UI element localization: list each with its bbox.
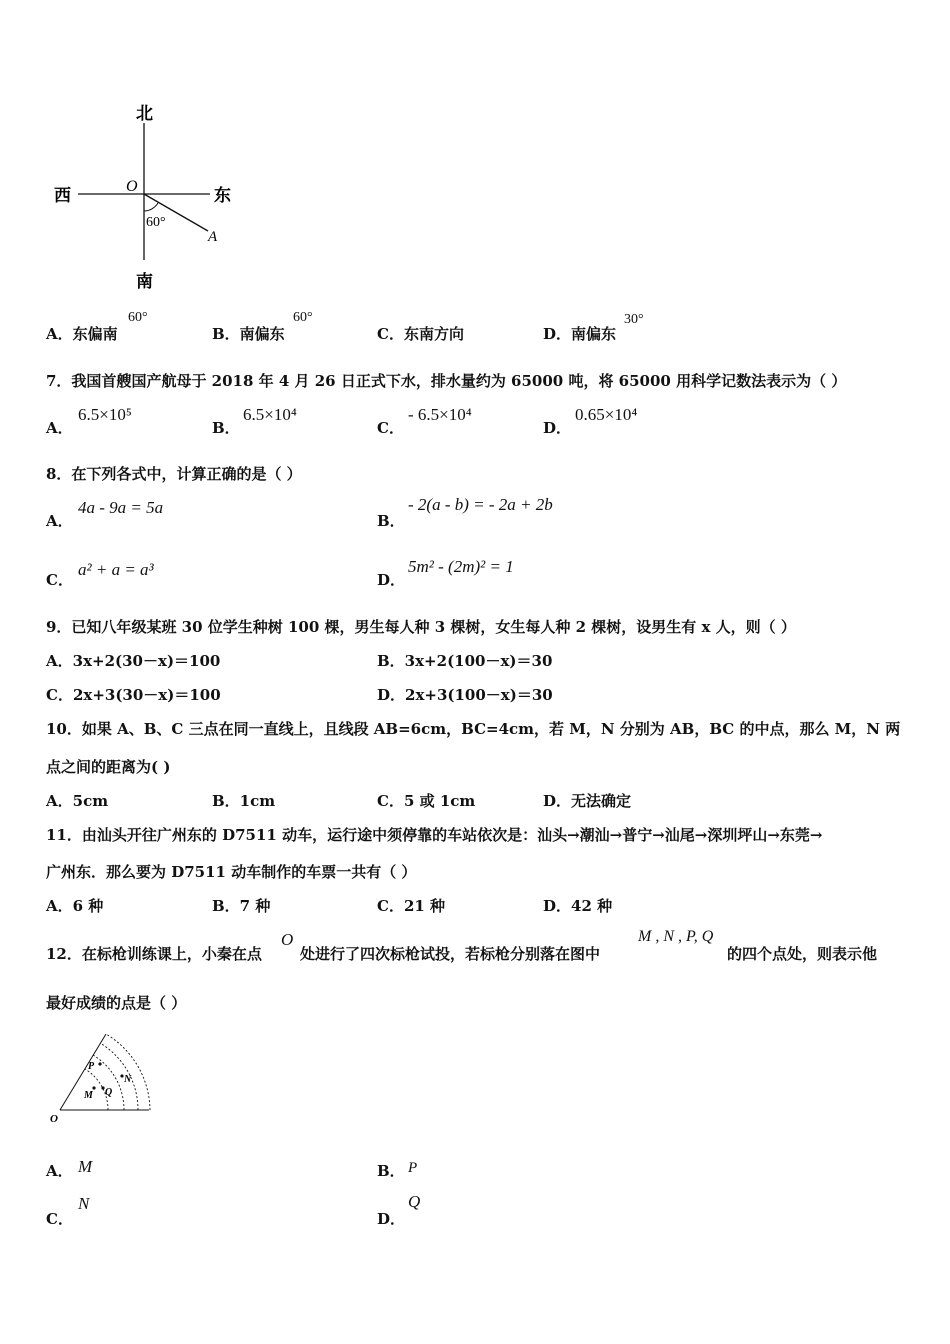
q6-option-b-sup: 60° — [293, 310, 313, 325]
q9-option-d[interactable]: D．2x+3(100－x)＝30 — [377, 686, 553, 704]
q6-option-a-sup: 60° — [128, 310, 148, 325]
q7-option-c-math: - 6.5×10⁴ — [408, 405, 472, 424]
q6-option-a-label: A．东偏南 — [46, 325, 118, 343]
q11-option-b[interactable]: B．7 种 — [212, 897, 271, 915]
q12-option-c-label[interactable]: C． — [46, 1210, 73, 1228]
q7-option-c-label[interactable]: C． — [377, 419, 404, 437]
q8-option-d-label[interactable]: D． — [377, 571, 406, 589]
q7-option-b-math: 6.5×10⁴ — [243, 405, 297, 424]
q6-option-d-sup: 30° — [624, 312, 644, 327]
q8-option-a-label[interactable]: A． — [46, 512, 73, 530]
q6-option-c-label: C．东南方向 — [377, 325, 464, 343]
q11-stem-line2: 广州东．那么要为 D7511 动车制作的车票一共有（ ） — [46, 863, 417, 881]
q10-option-a[interactable]: A．5cm — [46, 792, 109, 810]
q12-option-b-math: P — [408, 1160, 418, 1176]
q8-option-a-math: 4a - 9a = 5a — [78, 498, 164, 517]
q6-option-b-label: B．南偏东 — [212, 325, 285, 343]
q6-option-a[interactable] — [46, 323, 118, 344]
q6-option-d-label: D．南偏东 — [543, 325, 617, 343]
fig-label-p: P — [88, 1061, 95, 1072]
compass-east: 东 — [214, 186, 231, 205]
q12-option-b-label[interactable]: B． — [377, 1162, 405, 1180]
q12-stem-points: M , N , P, Q — [638, 928, 714, 945]
fig-label-n: N — [124, 1074, 132, 1085]
fig-label-m: M — [84, 1090, 93, 1101]
compass-angle: 60° — [146, 215, 166, 230]
q9-stem: 9．已知八年级某班 30 位学生种树 100 棵，男生每人种 3 棵树，女生每人种 2 棵树，设男生有 x 人，则（ ） — [46, 618, 796, 636]
q9-option-a[interactable]: A．3x+2(30－x)＝100 — [46, 652, 221, 670]
q12-stem-o: O — [281, 930, 294, 949]
compass-west: 西 — [54, 186, 71, 205]
q11-stem-line1: 11．由汕头开往广州东的 D7511 动车，运行途中须停靠的车站依次是：汕头→潮汕→普宁→汕尾→深圳坪山→东莞→ — [46, 826, 823, 844]
compass-point-a: A — [208, 229, 218, 245]
q12-option-d-math: Q — [408, 1192, 421, 1211]
q7-option-b-label[interactable]: B． — [212, 419, 240, 437]
q6-option-d[interactable] — [543, 323, 616, 344]
q11-option-c[interactable]: C．21 种 — [377, 897, 446, 915]
q8-stem: 8．在下列各式中，计算正确的是（ ） — [46, 465, 302, 483]
fig-label-q: Q — [105, 1087, 113, 1098]
q10-stem-line1: 10．如果 A、B、C 三点在同一直线上，且线段 AB=6cm，BC=4cm，若 M，N 分别为 AB，BC 的中点，那么 M，N 两 — [46, 720, 901, 738]
q11-option-d[interactable]: D．42 种 — [543, 897, 613, 915]
compass-north: 北 — [136, 104, 153, 123]
q7-option-a-label[interactable]: A． — [46, 419, 73, 437]
q12-option-c-math: N — [78, 1194, 90, 1213]
q7-option-d-label[interactable]: D． — [543, 419, 572, 437]
q12-stem-line2: 最好成绩的点是（ ） — [46, 994, 187, 1012]
compass-origin: O — [126, 178, 138, 195]
q10-option-d[interactable]: D．无法确定 — [543, 792, 632, 810]
q8-option-d-math: 5m² - (2m)² = 1 — [408, 557, 514, 576]
q6-option-c[interactable] — [377, 323, 464, 344]
q10-option-b[interactable]: B．1cm — [212, 792, 276, 810]
q10-stem-line2: 点之间的距离为( ) — [46, 758, 171, 776]
q7-option-a-math: 6.5×10⁵ — [78, 405, 132, 424]
q7-option-d-math: 0.65×10⁴ — [575, 405, 638, 424]
q6-option-b[interactable] — [212, 323, 285, 344]
q9-option-c[interactable]: C．2x+3(30－x)＝100 — [46, 686, 221, 704]
q8-option-c-label[interactable]: C． — [46, 571, 73, 589]
q7-stem: 7．我国首艘国产航母于 2018 年 4 月 26 日正式下水，排水量约为 65000 吨，将 65000 用科学记数法表示为（ ） — [46, 372, 847, 390]
q12-option-a-label[interactable]: A． — [46, 1162, 73, 1180]
q10-option-c[interactable]: C．5 或 1cm — [377, 792, 476, 810]
fig-label-o: O — [50, 1113, 58, 1125]
q12-stem-part1: 12．在标枪训练课上，小秦在点 — [46, 945, 262, 963]
q11-option-a[interactable]: A．6 种 — [46, 897, 104, 915]
javelin-figure — [44, 1030, 164, 1130]
compass-south: 南 — [136, 272, 153, 291]
q12-stem-part3: 的四个点处，则表示他 — [727, 945, 878, 963]
q9-option-b[interactable]: B．3x+2(100－x)＝30 — [377, 652, 553, 670]
compass-figure — [40, 95, 250, 295]
q8-option-b-label[interactable]: B． — [377, 512, 405, 530]
q8-option-b-math: - 2(a - b) = - 2a + 2b — [408, 495, 553, 514]
q12-stem-part2: 处进行了四次标枪试投，若标枪分别落在图中 — [300, 945, 601, 963]
q12-option-a-math: M — [78, 1157, 93, 1176]
q12-option-d-label[interactable]: D． — [377, 1210, 406, 1228]
q8-option-c-math: a² + a = a³ — [78, 560, 154, 579]
